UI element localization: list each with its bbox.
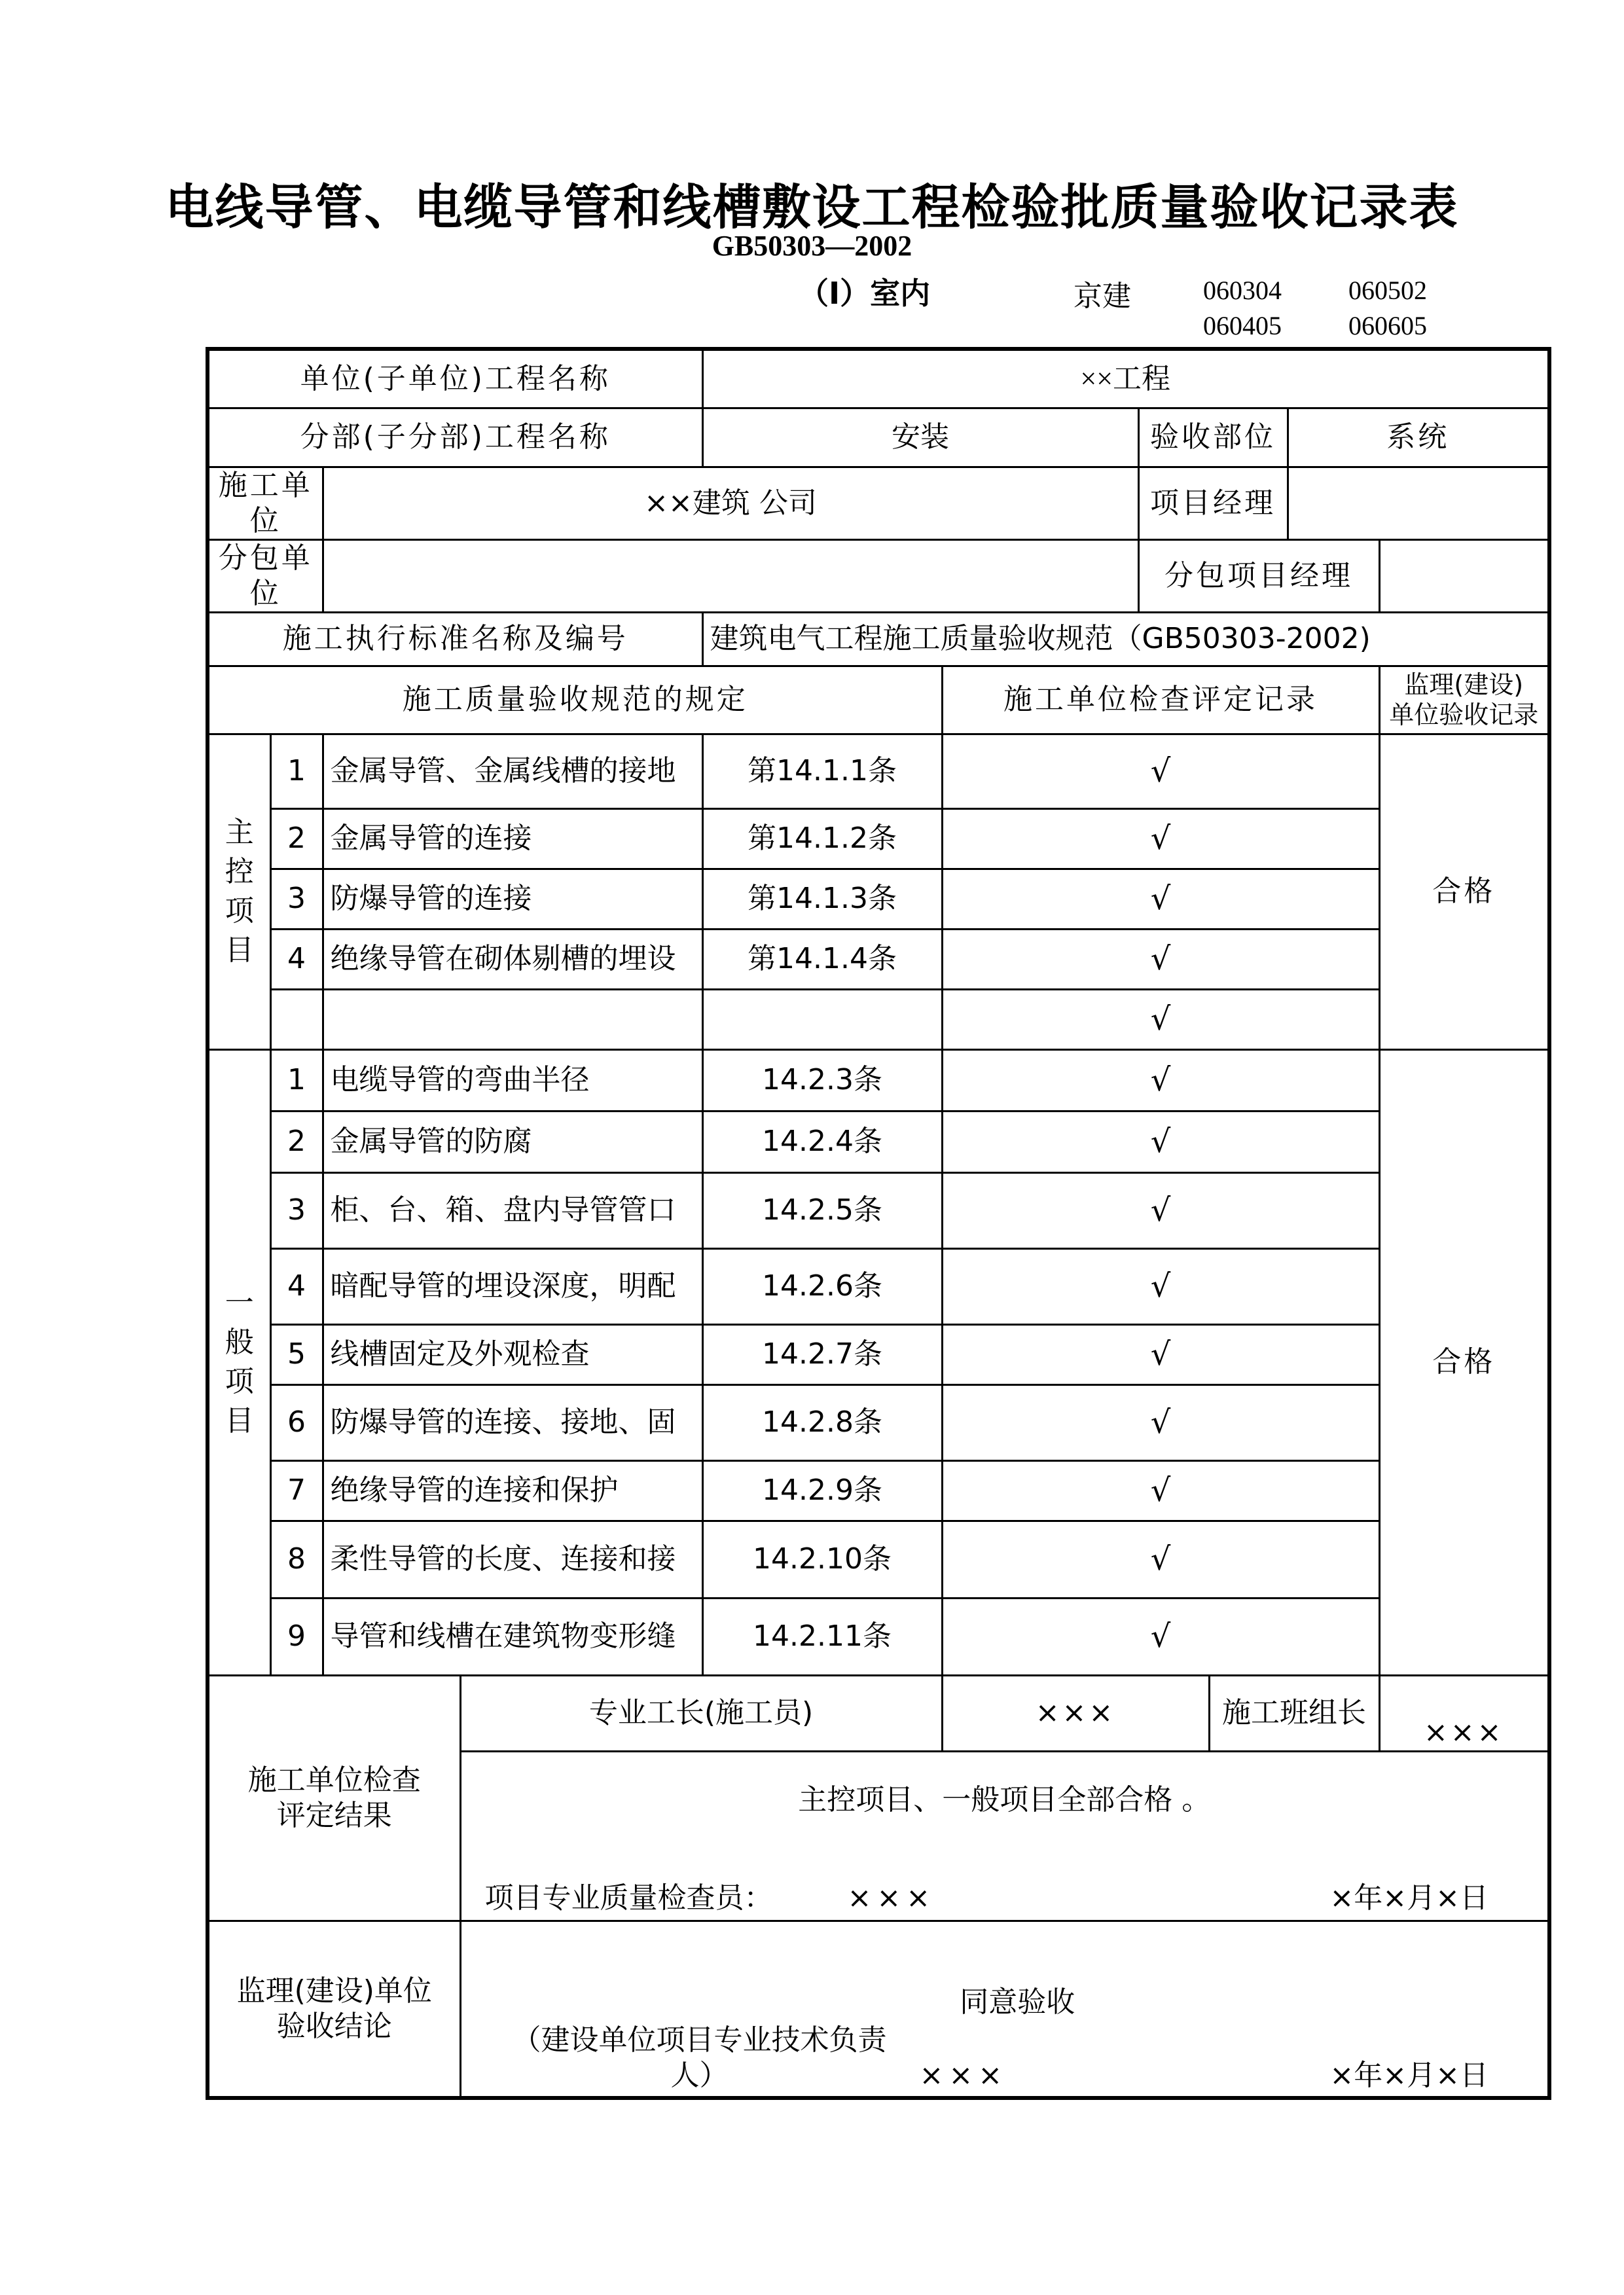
item-clause: 14.2.9条 bbox=[702, 1460, 942, 1521]
inspection-record-table bbox=[206, 347, 1551, 2100]
item-no: 8 bbox=[270, 1521, 323, 1598]
item-no: 3 bbox=[270, 869, 323, 929]
item-check: √ bbox=[942, 1111, 1379, 1172]
label-char: 般 bbox=[225, 1326, 254, 1359]
item-clause: 14.2.3条 bbox=[702, 1049, 942, 1111]
label-char: 一 bbox=[225, 1286, 254, 1320]
item-check: √ bbox=[942, 1049, 1379, 1111]
item-check: √ bbox=[942, 929, 1379, 989]
item-no: 1 bbox=[270, 1049, 323, 1111]
item-check: √ bbox=[942, 1460, 1379, 1521]
supervisor-label bbox=[208, 1921, 460, 2098]
item-clause: 第14.1.1条 bbox=[702, 734, 942, 808]
item-clause: 14.2.8条 bbox=[702, 1384, 942, 1460]
sub-manager-label: 分包项目经理 bbox=[1138, 539, 1379, 612]
item-clause: 14.2.6条 bbox=[702, 1248, 942, 1324]
general-result: 合格 bbox=[1379, 1049, 1549, 1675]
supervisor-label-line2: 验收结论 bbox=[276, 2009, 392, 2043]
label-char: 目 bbox=[225, 933, 254, 967]
item-clause: 第14.1.3条 bbox=[702, 869, 942, 929]
inspection-part-value: 系统 bbox=[1288, 408, 1549, 467]
item-desc: 暗配导管的埋设深度，明配 bbox=[323, 1248, 702, 1324]
item-check: √ bbox=[942, 1172, 1379, 1248]
item-desc: 防爆导管的连接、接地、固 bbox=[323, 1384, 702, 1460]
item-check: √ bbox=[942, 869, 1379, 929]
contractor-check-label-line1: 施工单位检查 bbox=[247, 1763, 421, 1797]
item-no: 7 bbox=[270, 1460, 323, 1521]
item-check: √ bbox=[942, 808, 1379, 869]
label-char: 项 bbox=[225, 894, 254, 928]
form-code: 060405 bbox=[1203, 311, 1282, 340]
item-no: 5 bbox=[270, 1324, 323, 1384]
column-header-contractor-record: 施工单位检查评定记录 bbox=[942, 666, 1379, 734]
item-no: 2 bbox=[270, 808, 323, 869]
contractor-label: 施工单位 bbox=[208, 467, 323, 539]
contractor-check-label bbox=[208, 1675, 460, 1921]
item-desc: 金属导管、金属线槽的接地 bbox=[323, 734, 702, 808]
item-desc: 金属导管的连接 bbox=[323, 808, 702, 869]
main-control-label bbox=[208, 734, 270, 1049]
signer-label-line2: 人） bbox=[670, 2058, 729, 2092]
general-label bbox=[208, 1049, 270, 1675]
item-desc: 柔性导管的长度、连接和接 bbox=[323, 1521, 702, 1598]
contractor-conclusion-cell bbox=[460, 1751, 1549, 1921]
page-title: 电线导管、电缆导管和线槽敷设工程检验批质量验收记录表 bbox=[165, 179, 1459, 236]
subcontractor-label: 分包单位 bbox=[208, 539, 323, 612]
project-name-label: 单位(子单位)工程名称 bbox=[208, 349, 702, 408]
label-char: 控 bbox=[225, 855, 254, 888]
item-no bbox=[270, 989, 323, 1049]
contractor-value: ××建筑 公司 bbox=[323, 467, 1138, 539]
project-manager-label: 项目经理 bbox=[1138, 467, 1288, 539]
item-desc: 绝缘导管在砌体剔槽的埋设 bbox=[323, 929, 702, 989]
item-no: 9 bbox=[270, 1598, 323, 1675]
item-desc bbox=[323, 989, 702, 1049]
inspector-value: ××× bbox=[847, 1881, 936, 1915]
item-clause: 第14.1.2条 bbox=[702, 808, 942, 869]
foreman-label: 专业工长(施工员) bbox=[460, 1675, 942, 1751]
team-leader-label: 施工班组长 bbox=[1209, 1675, 1379, 1751]
item-clause: 14.2.5条 bbox=[702, 1172, 942, 1248]
label-char: 项 bbox=[225, 1365, 254, 1398]
project-manager-value bbox=[1288, 467, 1549, 539]
division-label: 分部(子分部)工程名称 bbox=[208, 408, 702, 467]
column-header-supervisor-record bbox=[1379, 666, 1549, 734]
signer-label bbox=[477, 2023, 922, 2093]
item-check: √ bbox=[942, 1521, 1379, 1598]
supervisor-label-line1: 监理(建设)单位 bbox=[236, 1974, 432, 2008]
item-clause: 14.2.10条 bbox=[702, 1521, 942, 1598]
item-desc: 金属导管的防腐 bbox=[323, 1111, 702, 1172]
item-desc: 电缆导管的弯曲半径 bbox=[323, 1049, 702, 1111]
item-check: √ bbox=[942, 1384, 1379, 1460]
subcontractor-value bbox=[323, 539, 1138, 612]
item-check: √ bbox=[942, 1324, 1379, 1384]
item-no: 1 bbox=[270, 734, 323, 808]
supervisor-conclusion-cell bbox=[460, 1921, 1549, 2098]
item-clause: 14.2.11条 bbox=[702, 1598, 942, 1675]
main-control-result: 合格 bbox=[1379, 734, 1549, 1049]
foreman-value: ××× bbox=[942, 1675, 1209, 1751]
exec-standard-value: 建筑电气工程施工质量验收规范（GB50303-2002) bbox=[702, 612, 1549, 666]
exec-standard-label: 施工执行标准名称及编号 bbox=[208, 612, 702, 666]
division-value: 安装 bbox=[702, 408, 1138, 467]
item-check: √ bbox=[942, 1598, 1379, 1675]
item-desc: 导管和线槽在建筑物变形缝 bbox=[323, 1598, 702, 1675]
project-name-value: ××工程 bbox=[702, 349, 1549, 408]
item-desc: 柜、台、箱、盘内导管管口 bbox=[323, 1172, 702, 1248]
column-header-spec: 施工质量验收规范的规定 bbox=[208, 666, 942, 734]
inspection-part-label: 验收部位 bbox=[1138, 408, 1288, 467]
item-desc: 绝缘导管的连接和保护 bbox=[323, 1460, 702, 1521]
team-leader-value: ××× bbox=[1379, 1675, 1549, 1751]
standard-code: GB50303—2002 bbox=[712, 230, 912, 262]
item-no: 6 bbox=[270, 1384, 323, 1460]
item-clause: 14.2.7条 bbox=[702, 1324, 942, 1384]
item-clause: 第14.1.4条 bbox=[702, 929, 942, 989]
supervisor-conclusion: 同意验收 bbox=[960, 1985, 1075, 2019]
form-code: 060605 bbox=[1348, 311, 1427, 340]
item-check: √ bbox=[942, 734, 1379, 808]
column-header-supervisor-line2: 单位验收记录 bbox=[1389, 700, 1539, 729]
subtitle: （Ⅰ）室内 bbox=[799, 276, 931, 311]
item-desc: 线槽固定及外观检查 bbox=[323, 1324, 702, 1384]
signer-label-line1: （建设单位项目专业技术负责 bbox=[512, 2023, 887, 2057]
item-no: 4 bbox=[270, 1248, 323, 1324]
inspector-label: 项目专业质量检查员： bbox=[484, 1881, 773, 1915]
item-no: 4 bbox=[270, 929, 323, 989]
label-char: 主 bbox=[225, 816, 254, 849]
label-char: 目 bbox=[225, 1404, 254, 1437]
item-desc: 防爆导管的连接 bbox=[323, 869, 702, 929]
column-header-supervisor-line1: 监理(建设) bbox=[1404, 670, 1524, 699]
contractor-date: ×年×月×日 bbox=[1329, 1881, 1489, 1915]
signer-value: ××× bbox=[919, 2058, 1008, 2092]
item-no: 3 bbox=[270, 1172, 323, 1248]
contractor-conclusion: 主控项目、一般项目全部合格 。 bbox=[798, 1782, 1211, 1816]
sub-manager-value bbox=[1379, 539, 1549, 612]
form-code: 060304 bbox=[1203, 276, 1282, 305]
item-clause bbox=[702, 989, 942, 1049]
item-no: 2 bbox=[270, 1111, 323, 1172]
contractor-check-label-line2: 评定结果 bbox=[276, 1798, 392, 1832]
supervisor-date: ×年×月×日 bbox=[1329, 2058, 1489, 2092]
form-code: 060502 bbox=[1348, 276, 1427, 305]
item-check: √ bbox=[942, 989, 1379, 1049]
item-check: √ bbox=[942, 1248, 1379, 1324]
item-clause: 14.2.4条 bbox=[702, 1111, 942, 1172]
jingjian-label: 京建 bbox=[1074, 280, 1131, 313]
